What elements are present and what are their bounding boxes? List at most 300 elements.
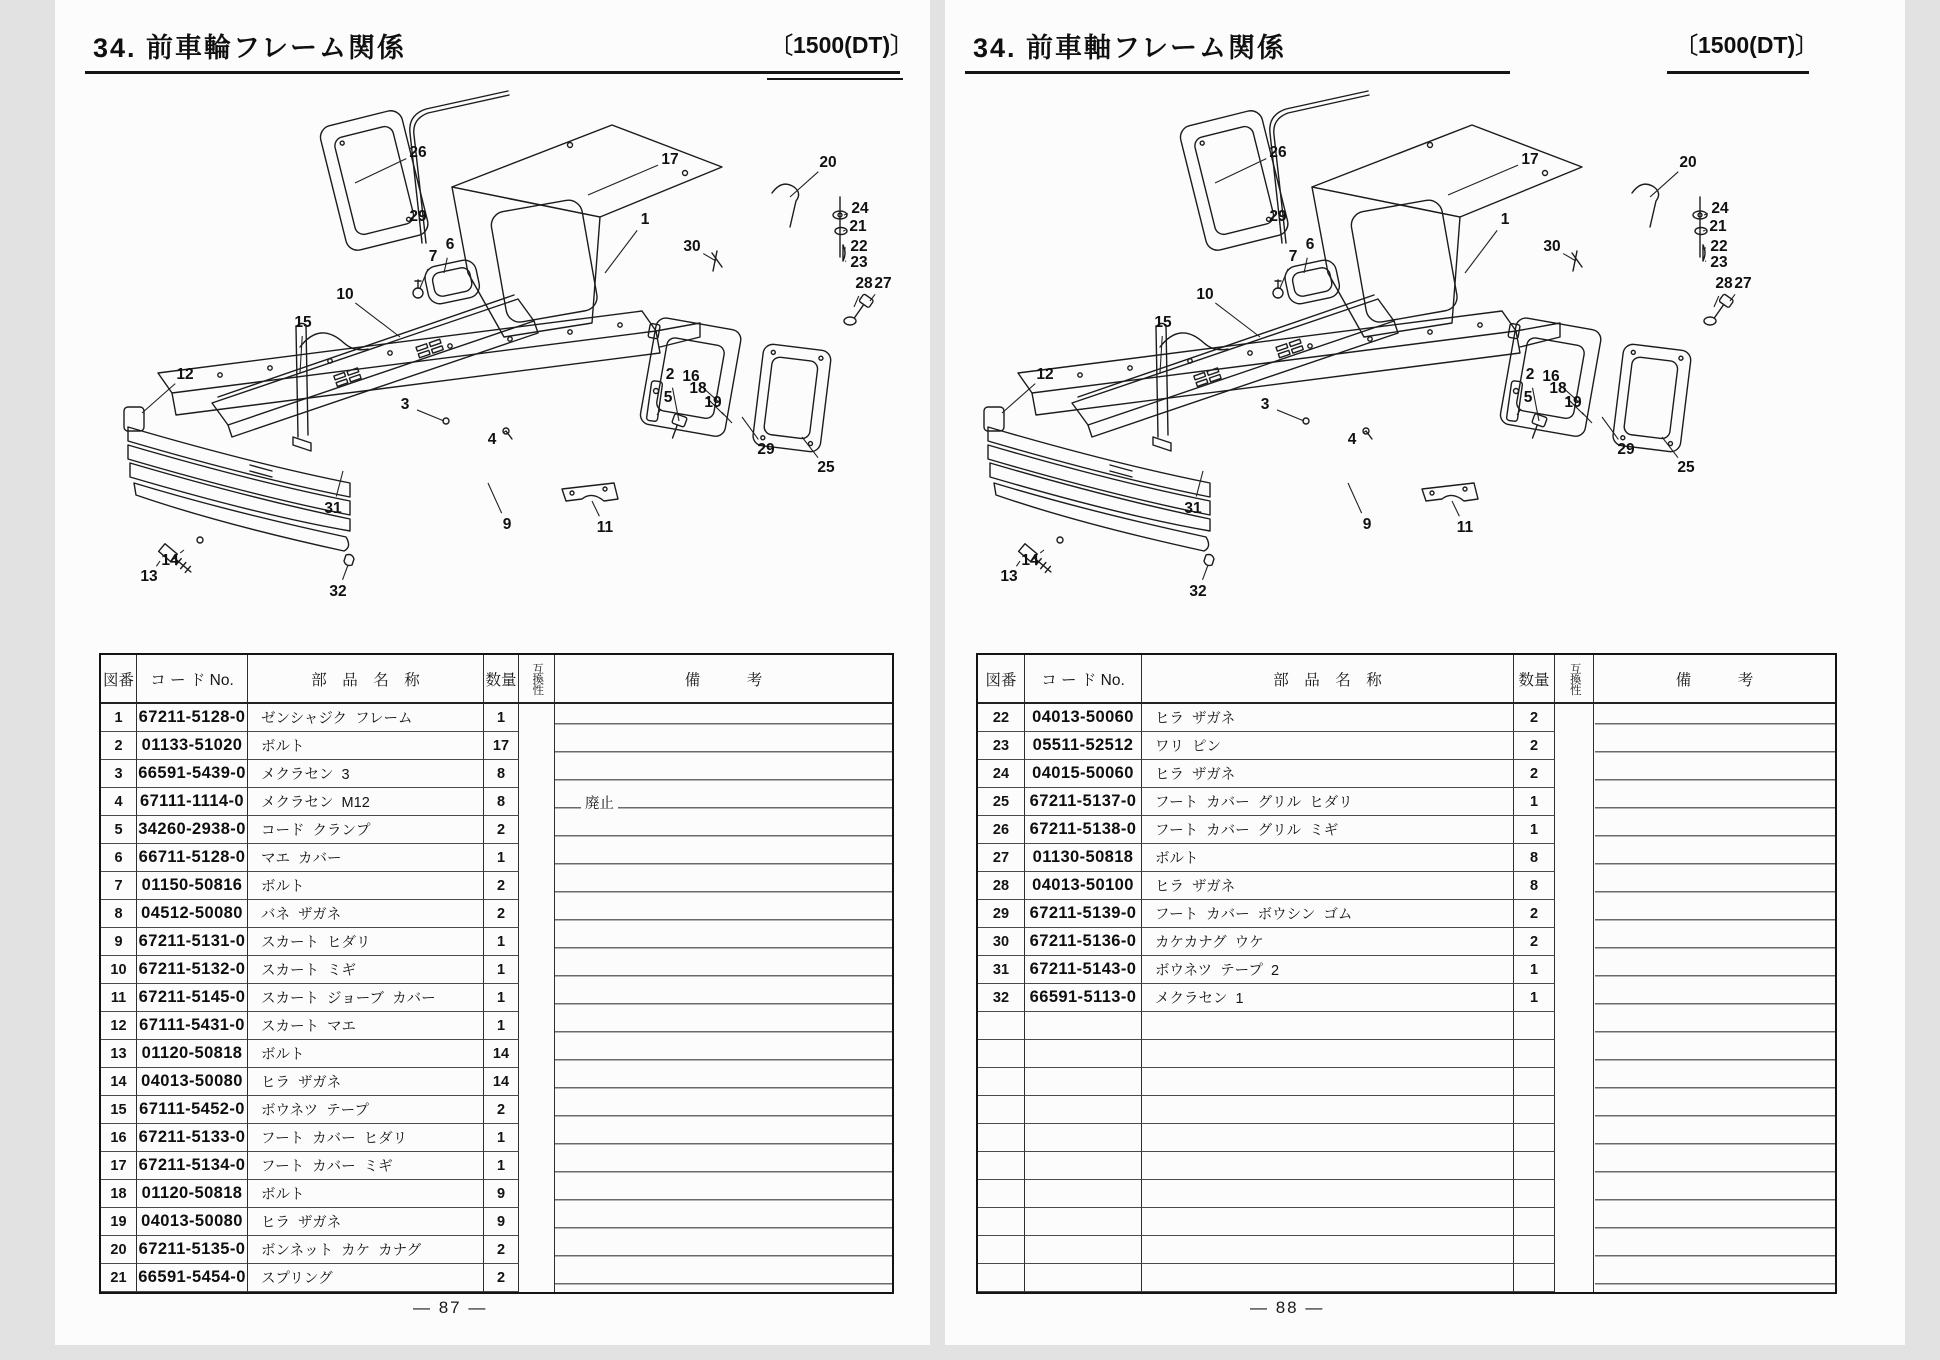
- cell-qty: [1514, 1040, 1555, 1068]
- callout-number: 3: [1260, 396, 1270, 414]
- callout-number: 9: [502, 516, 512, 534]
- callout-leader: [1703, 230, 1705, 231]
- callout-number: 7: [428, 248, 438, 266]
- callout-number: 25: [1677, 459, 1695, 477]
- callout-number: 6: [445, 236, 455, 254]
- cell-fig: 20: [101, 1236, 137, 1264]
- cell-qty: 1: [484, 704, 519, 732]
- cell-fig: 29: [978, 900, 1025, 928]
- cell-code: [1025, 1096, 1142, 1124]
- cell-code: 67211-5128-0: [137, 704, 248, 732]
- header-rule: [965, 71, 1510, 74]
- cell-name: [1142, 1180, 1514, 1208]
- cell-name: [1142, 1040, 1514, 1068]
- table-header-row: [978, 655, 1835, 704]
- compat-column: [519, 704, 555, 1292]
- callout-number: 31: [1184, 500, 1202, 518]
- cell-qty: 8: [484, 788, 519, 816]
- table-row: [101, 956, 519, 984]
- cell-qty: 9: [484, 1208, 519, 1236]
- cell-code: 04013-50100: [1025, 872, 1142, 900]
- remark-text: 廃止: [581, 788, 618, 816]
- table-row: [101, 1124, 519, 1152]
- cell-fig: 3: [101, 760, 137, 788]
- callout-leader: [1203, 565, 1208, 580]
- table-row: [978, 816, 1555, 844]
- callout-leader: [355, 159, 406, 183]
- cell-fig: 13: [101, 1040, 137, 1068]
- callout-number: 5: [663, 389, 673, 407]
- header-rule: [85, 71, 900, 74]
- cell-fig: 6: [101, 844, 137, 872]
- model-badge: 〔1500(DT)〕: [770, 32, 914, 58]
- callout-leader: [854, 296, 859, 307]
- cell-fig: 15: [101, 1096, 137, 1124]
- callout-number: 2: [665, 366, 675, 384]
- table-row: [978, 872, 1555, 900]
- table-row: [978, 1236, 1555, 1264]
- page-number: — 87 —: [413, 1298, 488, 1317]
- cell-fig: 31: [978, 956, 1025, 984]
- cell-code: [1025, 1236, 1142, 1264]
- cell-name: ヒラ ザガネ: [1142, 704, 1514, 732]
- cell-fig: [978, 1124, 1025, 1152]
- table-row: [101, 1264, 519, 1292]
- cell-name: ボウネツ テープ: [248, 1096, 484, 1124]
- cell-code: 04013-50080: [137, 1208, 248, 1236]
- table-row: [978, 1124, 1555, 1152]
- callout-leader: [156, 561, 160, 566]
- cell-fig: [978, 1236, 1025, 1264]
- callout-number: 9: [1362, 516, 1372, 534]
- cell-name: [1142, 1124, 1514, 1152]
- cell-fig: [978, 1208, 1025, 1236]
- table-row: [978, 1040, 1555, 1068]
- cell-name: ヒラ ザガネ: [248, 1208, 484, 1236]
- callout-leader: [605, 230, 637, 273]
- callout-number: 24: [851, 200, 869, 218]
- table-row: [101, 1068, 519, 1096]
- cell-name: スプリング: [248, 1264, 484, 1292]
- cell-fig: 14: [101, 1068, 137, 1096]
- callout-leader: [1662, 437, 1678, 458]
- col-header-code: コ ー ド No.: [1025, 655, 1142, 702]
- table-row: [101, 1040, 519, 1068]
- table-row: [978, 788, 1555, 816]
- cell-qty: [1514, 1124, 1555, 1152]
- cell-qty: 1: [484, 844, 519, 872]
- callout-number: 26: [409, 144, 427, 162]
- callout-leader: [790, 172, 818, 197]
- callout-number: 10: [1196, 286, 1214, 304]
- cell-name: [1142, 1236, 1514, 1264]
- cell-qty: 1: [1514, 956, 1555, 984]
- col-header-name: 部 品 名 称: [248, 655, 484, 702]
- cell-qty: 1: [484, 1152, 519, 1180]
- cell-name: カケカナグ ウケ: [1142, 928, 1514, 956]
- col-header-fig: 図番: [978, 655, 1025, 702]
- table-row: [978, 1012, 1555, 1040]
- callout-number: 11: [1456, 519, 1474, 537]
- callout-leader: [843, 230, 845, 231]
- cell-fig: 32: [978, 984, 1025, 1012]
- table-row: [978, 760, 1555, 788]
- callout-leader: [1040, 550, 1044, 553]
- callout-leader: [1016, 561, 1020, 566]
- table-row: [101, 1180, 519, 1208]
- callout-number: 13: [1000, 568, 1018, 586]
- table-header-row: [101, 655, 892, 704]
- callout-number: 29: [1269, 208, 1287, 226]
- cell-name: ワリ ピン: [1142, 732, 1514, 760]
- callout-number: 19: [704, 394, 722, 412]
- cell-qty: [1514, 1208, 1555, 1236]
- cell-qty: 2: [484, 900, 519, 928]
- cell-name: ヒラ ザガネ: [248, 1068, 484, 1096]
- cell-name: ボルト: [248, 872, 484, 900]
- left-edge: [0, 0, 55, 1360]
- cell-qty: 2: [484, 1264, 519, 1292]
- col-header-fig: 図番: [101, 655, 137, 702]
- table-row: [978, 1208, 1555, 1236]
- table-row: [101, 900, 519, 928]
- callout-number: 5: [1523, 389, 1533, 407]
- cell-qty: 2: [1514, 760, 1555, 788]
- cell-qty: 1: [484, 1124, 519, 1152]
- callout-leader: [802, 437, 818, 458]
- callout-number: 17: [1521, 151, 1539, 169]
- callout-number: 14: [161, 552, 179, 570]
- cell-code: [1025, 1012, 1142, 1040]
- cell-code: 67211-5133-0: [137, 1124, 248, 1152]
- callout-number: 14: [1021, 552, 1039, 570]
- callout-number: 29: [1617, 441, 1635, 459]
- table-row: [101, 816, 519, 844]
- cell-fig: [978, 1096, 1025, 1124]
- cell-code: 67211-5135-0: [137, 1236, 248, 1264]
- cell-name: スカート ミギ: [248, 956, 484, 984]
- cell-qty: 8: [1514, 844, 1555, 872]
- cell-fig: 12: [101, 1012, 137, 1040]
- right-edge: [1905, 0, 1940, 1360]
- callout-leader: [1602, 417, 1618, 439]
- cell-qty: [1514, 1096, 1555, 1124]
- cell-name: バネ ザガネ: [248, 900, 484, 928]
- callout-number: 32: [329, 583, 347, 601]
- callout-leader: [343, 565, 348, 580]
- callout-number: 26: [1269, 144, 1287, 162]
- callout-number: 27: [1734, 275, 1752, 293]
- cell-name: ヒラ ザガネ: [1142, 872, 1514, 900]
- callout-number: 16: [1542, 368, 1560, 386]
- cell-name: [1142, 1208, 1514, 1236]
- cell-qty: 14: [484, 1040, 519, 1068]
- table-row: [101, 704, 519, 732]
- callout-leader: [1714, 296, 1719, 307]
- callout-number: 1: [1500, 211, 1510, 229]
- cell-fig: [978, 1012, 1025, 1040]
- cell-code: [1025, 1152, 1142, 1180]
- cell-qty: 1: [1514, 816, 1555, 844]
- cell-code: 66711-5128-0: [137, 844, 248, 872]
- page-title: 34. 前車輪フレーム関係: [93, 33, 406, 63]
- col-header-compat: 互換性: [519, 655, 555, 702]
- cell-code: 67111-5431-0: [137, 1012, 248, 1040]
- table-row: [101, 1096, 519, 1124]
- callout-number: 3: [400, 396, 410, 414]
- cell-name: ボルト: [248, 1180, 484, 1208]
- table-row: [978, 1264, 1555, 1292]
- callout-number: 24: [1711, 200, 1729, 218]
- cell-qty: [1514, 1180, 1555, 1208]
- cell-fig: 18: [101, 1180, 137, 1208]
- col-header-code: コ ー ド No.: [137, 655, 248, 702]
- cell-fig: 16: [101, 1124, 137, 1152]
- callout-leader: [1215, 303, 1260, 337]
- cell-qty: [1514, 1068, 1555, 1096]
- cell-fig: 30: [978, 928, 1025, 956]
- callout-leader: [703, 254, 716, 261]
- cell-qty: 8: [484, 760, 519, 788]
- table-row: [101, 732, 519, 760]
- callout-number: 1: [640, 211, 650, 229]
- page-gutter: [930, 0, 945, 1360]
- col-header-remarks: 備 考: [1675, 671, 1754, 689]
- cell-code: 04013-50080: [137, 1068, 248, 1096]
- cell-qty: 2: [1514, 928, 1555, 956]
- callout-leader: [180, 550, 184, 553]
- cell-name: メクラセン 3: [248, 760, 484, 788]
- cell-code: 01120-50818: [137, 1180, 248, 1208]
- callout-leader: [488, 483, 502, 513]
- callout-number: 28: [855, 275, 873, 293]
- cell-code: [1025, 1068, 1142, 1096]
- callout-number: 18: [1549, 380, 1567, 398]
- callout-number: 23: [850, 254, 868, 272]
- cell-fig: [978, 1180, 1025, 1208]
- cell-fig: 25: [978, 788, 1025, 816]
- callout-number: 20: [1679, 154, 1697, 172]
- callout-leader: [1448, 165, 1518, 195]
- cell-qty: 2: [1514, 900, 1555, 928]
- cell-qty: [1514, 1264, 1555, 1292]
- cell-code: 67111-1114-0: [137, 788, 248, 816]
- cell-name: [1142, 1012, 1514, 1040]
- callout-leader: [1563, 254, 1576, 261]
- callout-number: 31: [324, 500, 342, 518]
- cell-name: ボウネツ テープ 2: [1142, 956, 1514, 984]
- remarks-column: [555, 704, 892, 1292]
- callout-number: 22: [1710, 238, 1728, 256]
- callout-number: 16: [682, 368, 700, 386]
- callout-leader: [1196, 471, 1203, 496]
- callout-number: 17: [661, 151, 679, 169]
- cell-name: スカート ヒダリ: [248, 928, 484, 956]
- cell-fig: 23: [978, 732, 1025, 760]
- compat-column: [1555, 704, 1594, 1292]
- callout-number: 4: [1347, 431, 1357, 449]
- table-row: [978, 900, 1555, 928]
- callout-number: 23: [1710, 254, 1728, 272]
- table-row: [978, 984, 1555, 1012]
- cell-code: 66591-5454-0: [137, 1264, 248, 1292]
- cell-fig: 17: [101, 1152, 137, 1180]
- callout-number: 4: [487, 431, 497, 449]
- model-badge: 〔1500(DT)〕: [1675, 32, 1819, 58]
- cell-qty: [1514, 1236, 1555, 1264]
- cell-qty: 2: [1514, 732, 1555, 760]
- callout-number: 19: [1564, 394, 1582, 412]
- cell-fig: 4: [101, 788, 137, 816]
- cell-name: ボルト: [248, 1040, 484, 1068]
- cell-code: 05511-52512: [1025, 732, 1142, 760]
- table-row: [978, 956, 1555, 984]
- cell-qty: [1514, 1152, 1555, 1180]
- callout-number: 30: [683, 238, 701, 256]
- page-title: 34. 前車軸フレーム関係: [973, 33, 1286, 63]
- page-number: — 88 —: [1250, 1298, 1325, 1317]
- cell-fig: 1: [101, 704, 137, 732]
- cell-fig: 27: [978, 844, 1025, 872]
- callout-leader: [142, 384, 175, 413]
- callout-number: 11: [596, 519, 614, 537]
- cell-code: 67111-5452-0: [137, 1096, 248, 1124]
- table-row: [101, 1152, 519, 1180]
- callout-number: 18: [689, 380, 707, 398]
- cell-code: 67211-5143-0: [1025, 956, 1142, 984]
- parts-table: [99, 653, 894, 1294]
- cell-name: ボルト: [1142, 844, 1514, 872]
- cell-fig: 10: [101, 956, 137, 984]
- cell-name: マエ カバー: [248, 844, 484, 872]
- table-row: [978, 704, 1555, 732]
- cell-qty: 1: [484, 956, 519, 984]
- cell-name: ゼンシャジク フレーム: [248, 704, 484, 732]
- callout-number: 2: [1525, 366, 1535, 384]
- table-row: [101, 788, 519, 816]
- cell-fig: [978, 1068, 1025, 1096]
- callout-number: 13: [140, 568, 158, 586]
- callout-leader: [588, 165, 658, 195]
- table-row: [101, 760, 519, 788]
- cell-code: 66591-5439-0: [137, 760, 248, 788]
- callout-number: 21: [1709, 218, 1727, 236]
- callout-leader: [1465, 230, 1497, 273]
- table-body: [978, 704, 1835, 1292]
- col-header-qty: 数量: [484, 655, 519, 702]
- table-row: [978, 844, 1555, 872]
- page-left: [55, 0, 930, 1345]
- table-row: [101, 984, 519, 1012]
- header-rule-2: [1667, 71, 1809, 74]
- callout-leader: [742, 417, 758, 439]
- callout-number: 30: [1543, 238, 1561, 256]
- remarks-column: [1595, 704, 1836, 1292]
- cell-code: 67211-5137-0: [1025, 788, 1142, 816]
- cell-code: 67211-5139-0: [1025, 900, 1142, 928]
- cell-code: [1025, 1264, 1142, 1292]
- callout-number: 20: [819, 154, 837, 172]
- callout-number: 28: [1715, 275, 1733, 293]
- col-header-compat: 互換性: [1555, 655, 1594, 702]
- callout-number: 29: [409, 208, 427, 226]
- cell-fig: 22: [978, 704, 1025, 732]
- cell-fig: 24: [978, 760, 1025, 788]
- col-header-name: 部 品 名 称: [1142, 655, 1514, 702]
- cell-code: [1025, 1180, 1142, 1208]
- callout-leader: [417, 410, 444, 421]
- cell-name: メクラセン M12: [248, 788, 484, 816]
- page-right: [945, 0, 1905, 1345]
- exploded-diagram: [100, 85, 900, 630]
- cell-name: フート カバー グリル ミギ: [1142, 816, 1514, 844]
- table-row: [978, 1096, 1555, 1124]
- cell-code: 67211-5138-0: [1025, 816, 1142, 844]
- cell-qty: 8: [1514, 872, 1555, 900]
- cell-qty: 1: [484, 984, 519, 1012]
- callout-number: 29: [757, 441, 775, 459]
- callout-number: 6: [1305, 236, 1315, 254]
- cell-name: [1142, 1264, 1514, 1292]
- cell-code: 04015-50060: [1025, 760, 1142, 788]
- cell-code: 01150-50816: [137, 872, 248, 900]
- cell-name: フート カバー ボウシン ゴム: [1142, 900, 1514, 928]
- cell-fig: 2: [101, 732, 137, 760]
- cell-name: スカート マエ: [248, 1012, 484, 1040]
- cell-qty: 1: [484, 928, 519, 956]
- table-row: [101, 928, 519, 956]
- cell-name: [1142, 1152, 1514, 1180]
- col-header-qty: 数量: [1514, 655, 1555, 702]
- cell-fig: [978, 1040, 1025, 1068]
- table-row: [101, 1012, 519, 1040]
- callout-leader: [1452, 501, 1459, 516]
- cell-name: [1142, 1068, 1514, 1096]
- parts-table: [976, 653, 1837, 1294]
- cell-fig: 21: [101, 1264, 137, 1292]
- cell-code: 01120-50818: [137, 1040, 248, 1068]
- cell-qty: 2: [484, 816, 519, 844]
- cell-qty: 14: [484, 1068, 519, 1096]
- cell-qty: [1514, 1012, 1555, 1040]
- callout-number: 32: [1189, 583, 1207, 601]
- bottom-edge: [0, 1345, 1940, 1360]
- header-rule-2: [767, 78, 903, 80]
- cell-name: フート カバー グリル ヒダリ: [1142, 788, 1514, 816]
- cell-qty: 1: [1514, 984, 1555, 1012]
- cell-qty: 17: [484, 732, 519, 760]
- cell-fig: 28: [978, 872, 1025, 900]
- cell-code: 66591-5113-0: [1025, 984, 1142, 1012]
- exploded-diagram: [960, 85, 1760, 630]
- callout-leader: [355, 303, 400, 337]
- cell-code: 04013-50060: [1025, 704, 1142, 732]
- cell-name: ボルト: [248, 732, 484, 760]
- callout-number: 25: [817, 459, 835, 477]
- cell-name: コード クランプ: [248, 816, 484, 844]
- cell-qty: 9: [484, 1180, 519, 1208]
- cell-code: 67211-5131-0: [137, 928, 248, 956]
- callout-number: 15: [1154, 314, 1172, 332]
- col-header-remarks: 備 考: [684, 671, 763, 689]
- cell-fig: 19: [101, 1208, 137, 1236]
- callout-leader: [1348, 483, 1362, 513]
- callout-number: 12: [176, 366, 194, 384]
- cell-name: フート カバー ミギ: [248, 1152, 484, 1180]
- table-row: [978, 928, 1555, 956]
- callout-number: 22: [850, 238, 868, 256]
- cell-fig: 7: [101, 872, 137, 900]
